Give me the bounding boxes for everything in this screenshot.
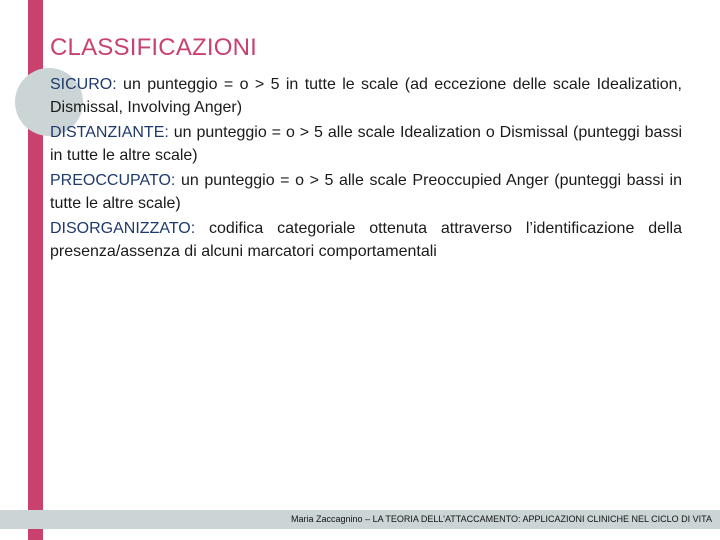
slide-content	[50, 73, 682, 265]
classification-sicuro	[50, 73, 682, 119]
term-description: un punteggio = o > 5 alle scale Preoccupied Anger (punteggi bassi in tutte le altre scale)	[50, 172, 682, 212]
term-label: SICURO:	[50, 76, 117, 93]
term-label: DISTANZIANTE:	[50, 124, 169, 141]
term-label: PREOCCUPATO:	[50, 172, 176, 189]
classification-distanziante	[50, 121, 682, 167]
term-label: DISORGANIZZATO:	[50, 220, 196, 237]
classification-disorganizzato	[50, 217, 682, 263]
term-description: codifica categoriale ottenuta attraverso l’identificazione della presenza/assenza di alcuni marcatori comportamentali	[50, 220, 682, 260]
slide-title: CLASSIFICAZIONI	[50, 34, 258, 61]
term-description: un punteggio = o > 5 alle scale Idealization o Dismissal (punteggi bassi in tutte le altre scale)	[50, 124, 682, 164]
classification-preoccupato	[50, 169, 682, 215]
footer-text: Maria Zaccagnino – LA TEORIA DELL’ATTACCAMENTO: APPLICAZIONI CLINICHE NEL CICLO DI VITA	[291, 514, 712, 524]
term-description: un punteggio = o > 5 in tutte le scale (ad eccezione delle scale Idealization, Dismissal, Involving Anger)	[50, 76, 682, 116]
